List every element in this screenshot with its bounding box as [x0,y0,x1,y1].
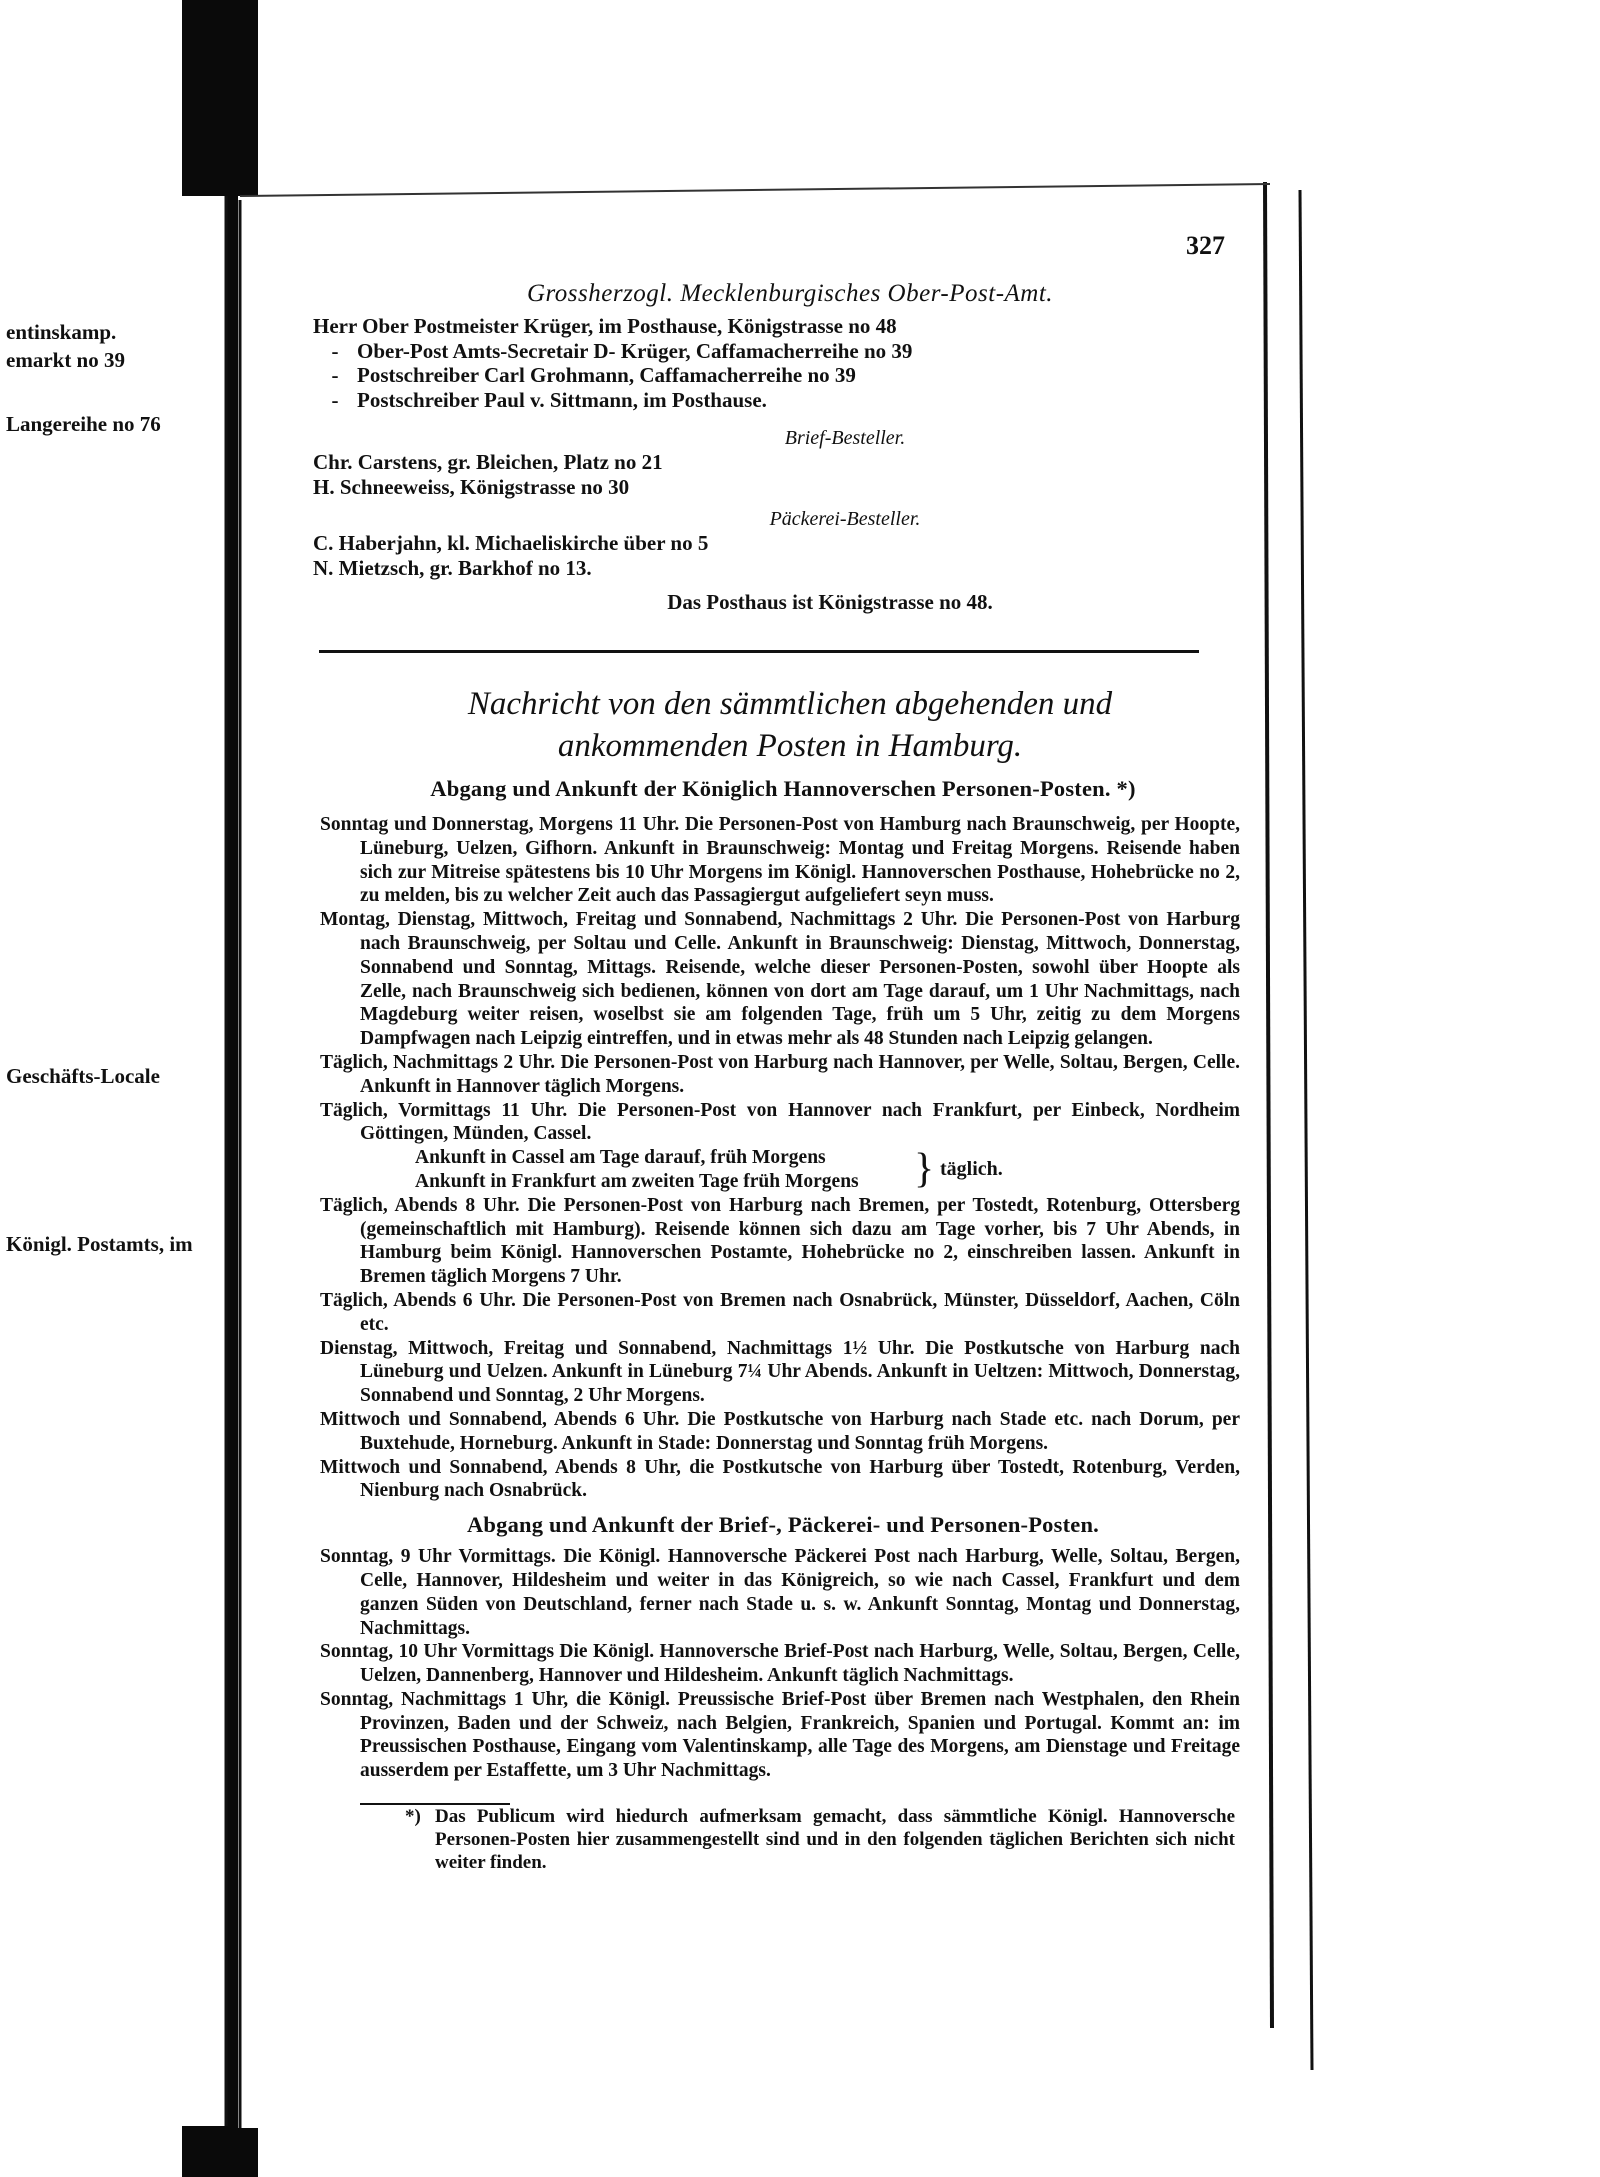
schedule-entry: Sonntag, 10 Uhr Vormittags Die Königl. Hannoversche Brief-Post nach Harburg, Welle, Soltau, Bergen, Celle, Uelzen, Dannenberg, Hannover und Hildesheim. Ankunft täglich Nachmittags. [320,1641,1240,1687]
ditto-dash: - [331,387,339,412]
staff-row [313,339,1235,364]
footnote-mark: *) [405,1806,421,1828]
schedule-entry: Täglich, Abends 8 Uhr. Die Personen-Post von Harburg nach Bremen, per Tostedt, Rotenburg, Ottersberg (gemeinschaftlich mit Hamburg). Reisende können sich dazu am Tage vorher, bis 7 Uhr Abends, in Hamburg beim Königl. Hannoverschen Postamte, Hohebrücke no 2, einschreiben lassen. Ankunft in Bremen täglich Morgens 7 Uhr. [320,1194,1240,1288]
schedule-entry: Sonntag, 9 Uhr Vormittags. Die Königl. Hannoversche Päckerei Post nach Harburg, Welle, Soltau, Bergen, Celle, Hannover, Hildesheim und weiter in das Königreich, so wie nach Cassel, Frankfurt und dem ganzen Süden von Deutschland, ferner nach Stade u. s. w. Ankunft Sonntag, Montag und Donnerstag, Nachmittags. [320,1546,1240,1639]
left-page-line: Geschäfts-Locale [6,1064,160,1088]
left-page-line: entinskamp. [6,320,117,344]
staff-row: Herr Ober Postmeister Krüger, im Posthause, Königstrasse no 48 [313,314,897,338]
left-page-line: Königl. Postamts, im [6,1232,193,1256]
schedule-list [305,1545,1240,1783]
paeckerei-besteller-heading: Päckerei-Besteller. [769,508,921,530]
schedule-entry: Täglich, Abends 6 Uhr. Die Personen-Post von Bremen nach Osnabrück, Münster, Düsseldorf, Aachen, Cöln etc. [320,1289,1240,1335]
left-page-line: emarkt no 39 [6,348,125,372]
staff-row-text: Ober-Post Amts-Secretair D- Krüger, Caffamacherreihe no 39 [357,338,913,363]
staff-list [313,314,1235,412]
besteller-row: C. Haberjahn, kl. Michaeliskirche über no 5 [313,531,709,555]
brace-label: täglich. [940,1158,1003,1181]
schedule-entry: Mittwoch und Sonnabend, Abends 6 Uhr. Die Postkutsche von Harburg nach Stade etc. nach Dorum, per Buxtehude, Horneburg. Ankunft in Stade: Donnerstag und Sonntag früh Morgens. [320,1408,1240,1454]
footnote [405,1805,1235,1874]
besteller-row: Chr. Carstens, gr. Bleichen, Platz no 21 [313,450,663,474]
main-title-line: Nachricht von den sämmtlichen abgehenden und [467,686,1113,722]
staff-row [313,363,1235,388]
staff-row-text: Postschreiber Paul v. Sittmann, im Posthause. [357,387,767,412]
besteller-row: H. Schneeweiss, Königstrasse no 30 [313,474,630,499]
ditto-dash: - [331,338,339,363]
arrival-line: Ankunft in Cassel am Tage darauf, früh Morgens [415,1147,826,1169]
paeckerei-besteller-list [313,531,1235,580]
staff-row [313,388,1235,413]
schedule-entry: Dienstag, Mittwoch, Freitag und Sonnabend, Nachmittags 1½ Uhr. Die Postkutsche von Harburg nach Lüneburg und Uelzen. Ankunft in Lüneburg 7¼ Uhr Abends. Ankunft in Ueltzen: Mittwoch, Donnerstag, Sonnabend und Sonntag, 2 Uhr Morgens. [320,1337,1240,1407]
schedule-entry: Sonntag und Donnerstag, Morgens 11 Uhr. Die Personen-Post von Hamburg nach Braunschweig, per Hoopte, Lüneburg, Uelzen, Gifhorn. Ankunft in Braunschweig: Montag und Freitag Morgens. Reisende haben sich zur Mitreise spätestens bis 10 Uhr Morgens im Königl. Hannoverschen Posthause, Hohebrücke no 2, zu melden, bis zu welcher Zeit auch das Passagiergut aufgeliefert seyn muss. [320,814,1240,907]
main-title-line: ankommenden Posten in Hamburg. [557,728,1023,764]
schedule-list [305,813,1240,1503]
main-title [345,683,1235,767]
brace-glyph: } [914,1146,935,1193]
left-page-line: Langereihe no 76 [6,412,161,436]
page-number: 327 [1186,231,1225,260]
section-heading: Abgang und Ankunft der Brief-, Päckerei- und Personen-Posten. [466,1512,1100,1538]
footnote-text: Das Publicum wird hiedurch aufmerksam gemacht, dass sämmtliche Königl. Hannoversche Personen-Posten hier zusammengestellt sind und in den folgenden täglichen Berichten sich nicht weiter finden. [435,1806,1235,1874]
brief-besteller-list [313,450,1235,499]
arrival-line: Ankunft in Frankfurt am zweiten Tage früh Morgens [415,1170,859,1192]
schedule-entry: Montag, Dienstag, Mittwoch, Freitag und Sonnabend, Nachmittags 2 Uhr. Die Personen-Post von Harburg nach Braunschweig, per Soltau und Celle. Ankunft in Braunschweig: Dienstag, Mittwoch, Donnerstag, Sonnabend und Sonntag, Mittags. Reisende, welche dieser Personen-Posten, sowohl über Hoopte als Zelle, nach Braunschweig sich bedienen, können von dort am Tage darauf, um 1 Uhr Nachmittags, nach Magdeburg weiter reisen, woselbst sie am folgenden Tage, früh um 5 Uhr, zeitig zu dem Morgens Dampfwagen nach Leipzig eintreffen, und in etwas mehr als 48 Stunden nach Leipzig gelangen. [320,909,1240,1050]
office-title: Grossherzogl. Mecklenburgisches Ober-Post-Amt. [526,280,1054,307]
top-edge [240,184,1270,196]
arrival-block [320,1146,1235,1194]
ditto-dash: - [331,363,339,387]
section-rule [319,650,1199,653]
staff-row-text: Postschreiber Carl Grohmann, Caffamacherreihe no 39 [357,363,856,387]
schedule-entry: Täglich, Nachmittags 2 Uhr. Die Personen-Post von Harburg nach Hannover, per Welle, Soltau, Bergen, Celle. Ankunft in Hannover täglich Morgens. [320,1051,1240,1097]
section-heading: Abgang und Ankunft der Königlich Hannoverschen Personen-Posten. *) [430,776,1136,801]
schedule-entry: Mittwoch und Sonnabend, Abends 8 Uhr, die Postkutsche von Harburg über Tostedt, Rotenburg, Verden, Nienburg nach Osnabrück. [320,1456,1240,1502]
left-page-fragment [0,210,222,2140]
brief-besteller-heading: Brief-Besteller. [784,427,906,449]
besteller-row: N. Mietzsch, gr. Barkhof no 13. [313,555,592,580]
posthaus-address: Das Posthaus ist Königstrasse no 48. [667,590,993,614]
schedule-entry: Täglich, Vormittags 11 Uhr. Die Personen-Post von Hannover nach Frankfurt, per Einbeck, Nordheim Göttingen, Münden, Cassel. [320,1099,1240,1145]
document-page [305,230,1240,2030]
schedule-entry: Sonntag, Nachmittags 1 Uhr, die Königl. Preussische Brief-Post über Bremen nach Westphalen, den Rhein Provinzen, Baden und der Schweiz, nach Belgien, Frankreich, Spanien und Portugal. Kommt an: im Preussischen Posthause, Eingang vom Valentinskamp, alle Tage des Morgens, am Dienstage und Freitage ausserdem per Estaffette, um 3 Uhr Nachmittags. [320,1688,1240,1782]
